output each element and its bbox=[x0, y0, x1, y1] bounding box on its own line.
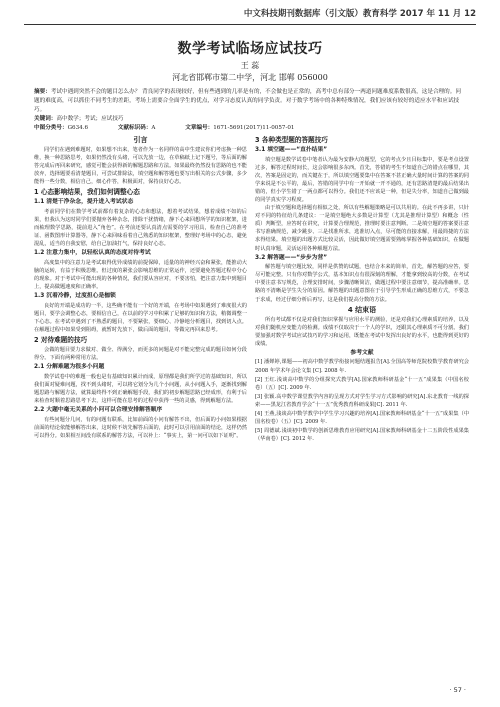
article-meta bbox=[34, 88, 466, 133]
section-3-2-paragraph: 解答题与填空题比较，同样是供赞的试题，也结合本来的简单，首先，解答题的应答，要尽可能完整。只有你对数学公式，基本知识点有很深刻的理解，才能拿到较高的分数，在考试中要注意书写规范，合理安排时间，步骤清晰简洁，做题过程中要注意细节，提高准确率。思路的不清晰是学生失分的原因。解答题的出题意图在于引导学生形成正确的思维方式，不要急于求成，经过仔细分析后再写，这是我们提高分数的方法。 bbox=[255, 264, 469, 303]
abstract-text: 考试中遇到突然不会的题目怎么办？ 背良同学的表现较好，但有些遇到的几率是有的，不会做也是正常的，高考中总有部分一两道问题难度系数很高，这是合理的。问题的难度高，可以抓住不同考生的差距，考场上需要合全面学生的优点，对学习态度认真的同学负责。对于数学考场中的各种特殊情况，我们应该有较好的适应水平和应试技巧。 bbox=[34, 89, 461, 113]
doc-value: A bbox=[151, 125, 156, 131]
section-3-1-heading: 3.1 填空题——“直扑结果” bbox=[255, 147, 328, 153]
section-1-1-heading: 1.1 清楚干净杂念，提升进入考试状态 bbox=[34, 199, 134, 206]
section-1-heading: 1 心态影响结果，我们如何调整心态 bbox=[34, 188, 140, 197]
section-1-1-paragraph: 考前同学们在数学考试前都有着复杂的心态和想法，想着考试结果，想着成绩不如的后果，但我认为这时同学们要抛弃各种杂念，排除干扰情绪，静下心来回想所学的知识框架，进而梳理数学思路，提前进入“角色”。在考前还要认真清点需要的学习用具，检查自己的准考证、函数图形计算器等，静下心来回味看着自己熟悉的知识框架，整理好考场中的心态，避免混乱，适当的自我安慰，给自己加油打气，保持良好心态。 bbox=[34, 208, 247, 248]
intro-heading: 引言 bbox=[133, 136, 148, 144]
references-heading: 参考文献 bbox=[350, 349, 374, 356]
section-3-1-paragraph-a: 填空题是数学试卷中笔者认为最为安静大的题型，它的考点少且目标集中，要是考点设置过多，解答过程时间长，这会影响很多东西。首先，答错的考生不知道自己的错点在哪里，其次，答案是固定的，而关键在于，所以填空题要集中在答案不甚正确大量时间计算的答案的同学来说是不公平的，最后，答错的同学中有一开始就一开不通的，还有思路清楚的最后结果出错的，但小学生错了一两点都可以得分。我们还不应该是一种，但是失分率，知道自己做到最的同学真实学习程度。 bbox=[255, 156, 469, 203]
section-3-1-paragraph-b: 由于填空题和选择题有相似之处，所以有些解题策略是可以共用的。在此不再多讲，只针对不同的特征给几条建议：一是填空题绝大多数是计算型（尤其是推理计算型）和概念（性质）判断型，应答时在讲究，计算要合理规范，推理时要注意判断。二是填空题的答案要注意书写准确规范，减少跳步、三是找准所求，选准切入点，尽可能的直接求解，用最简捷的方法求得结果。填空题的出题方式比较灵活，因此做好填空题需要熟练掌握各种基础知识，在做题时认真审题，灵活运用各种解题方法。 bbox=[255, 205, 469, 252]
intro-paragraph: 同学们在遇到难题时，如果想不出来，笔者作为一名同样的高中生建议你们考虑换一种思维，换一种思路思考，如果仍然没有头绪，可以先放一边，在草稿纸上记下题号，等后面的解答完成后再回来研究，感觉可能会获得新的解题思路和方法。如果最终仍然没有思路的也不能放弃，选择题要看清楚题目，可尝试排除法，填空题和解答题也要写出相关的公式步骤，多少能得一些分数，相信自己，细心作答，积极面对，保持良好心态。 bbox=[34, 147, 247, 186]
clc-label: 中图分类号： bbox=[34, 125, 68, 131]
section-3-heading: 3 各种类型题的答题技巧 bbox=[255, 136, 328, 144]
section-1-2-heading: 1.2 注意力集中，以轻松认真的态度对待考试 bbox=[34, 250, 151, 257]
reference-item: [5] 周德斌.浅谈初中数学的创新思维教育应用研究[A].国家教师科研基金十二五阶段性成果集（华南卷）[C]. 2012 年. bbox=[255, 428, 469, 443]
article-title: 数学考试临场应试技巧 bbox=[177, 41, 323, 57]
section-2-heading: 2 对待难题的技巧 bbox=[34, 336, 88, 345]
left-column bbox=[34, 134, 247, 674]
section-4-paragraph: 所有考试都不仅是对我们知识掌握与应用水平的测验，还是对我们心理素质的培养，以及对我们随机应变能力的检测。成绩不仅取决于一个人的学识，还跟其心理素质不可分割。我们要加强对数学考试应试技巧的学习和运用，既能在考试中发挥出良好的水平，也能得到更好的成绩。 bbox=[255, 316, 469, 347]
doc-label: 文献标识码： bbox=[117, 125, 152, 131]
section-3-2-heading: 3.2 解答题——“步步为营” bbox=[255, 254, 328, 261]
article-label: 文章编号： bbox=[185, 125, 214, 131]
section-2-2-heading: 2.2 大题中毫无关系的小问可以合理安排解答顺序 bbox=[34, 407, 163, 414]
references-list bbox=[255, 358, 469, 443]
abstract bbox=[34, 88, 466, 115]
section-2-1-heading: 2.1 分解难题为很多小问题 bbox=[34, 364, 105, 371]
section-2-2-paragraph: 有些问题分几问，有的问题有联系，比如前面的小问有解答不出，但后面的小问如果根据前面的结论依能够解答出来，这时候不妨先解答后面的，此时可以引用前面的结论，这样仍然可以得分。如果相互间没有联系的解答方法，可以补上：“事实上，第一问可以如下证明”。 bbox=[34, 416, 247, 439]
section-1-3-paragraph: 良好的开端是成功的一半，这些确不能有一个好的开端，在考场中如果遇到了难度很大的题目，要学会调整心态，要相信自己，在以前的学习中积累了足够的知识和方法，稍微调整一下心态。在考试中遇到了不熟悉的题目，不要紧张，要细心、冷静地分析题目，找到切入点。在解题过程中如果受到阻碍，就暂时先放下，做后面的题目，等做完再回来思考。 bbox=[34, 302, 247, 334]
keywords bbox=[34, 115, 466, 124]
reference-item: [1] 潘婵婷,课题——初高中数学教学衔接问题结题报告[A].全国高等师范院校数学教育研究会 2008 年学术年会论文集 [C]. 2008 年. bbox=[255, 359, 469, 374]
reference-item: [3] 张颖.高中数学课堂教学内容的呈现方式对学生学习方式影响的研究[A].东北教育一线的探索——黑龙江省教育学会“十一五”优秀教育科研成果[C]. 2011 年. bbox=[255, 393, 469, 408]
keywords-text: 高中数学；考试；应试技巧 bbox=[56, 116, 124, 122]
article-value: 1671-5691(2017)11-0057-01 bbox=[213, 125, 295, 131]
page-number: · 57 · bbox=[449, 686, 466, 694]
section-2-1-paragraph: 数学试卷中的难题一般也是有基础知识累计而成，原理都是我们所学过的基础知识，所以我们面对疑难问题，找不到头绪时，可以将它划分为几个小问题，从小问题入手，逐渐找到解题思路与解题方法，就算最终得不到正确解题手段，我们的初步解题思路已经成形，有利于后来检查时顺着思路思考下去，这样可能在思考的过程中获得一些的灵感，得到解题方法。 bbox=[34, 373, 247, 405]
right-column bbox=[255, 134, 469, 674]
journal-header: 中文科技期刊数据库（引文版）教育科学 2017 年 11 月 12 bbox=[24, 6, 476, 25]
affiliation: 河北省邯郸市第二中学，河北 邯郸 056000 bbox=[172, 73, 328, 82]
abstract-label: 摘要： bbox=[34, 89, 51, 95]
clc-value: G634.6 bbox=[67, 125, 89, 131]
keywords-label: 关键词： bbox=[34, 116, 57, 122]
classification-row bbox=[34, 124, 466, 133]
author: 王 蕊 bbox=[240, 61, 260, 70]
section-2-paragraph: 会做的题目要力求做对、做全、得满分，而更多的问题是对不能完整完成的题目如何分段得分。下面有两种常用方法。 bbox=[34, 347, 247, 362]
section-4-heading: 4 结束语 bbox=[347, 305, 377, 314]
section-1-3-heading: 1.3 沉着冷静，过度担心是枷锁 bbox=[34, 293, 116, 300]
reference-item: [4] 王燕,浅谈高中数学教学中学生学习兴趣的培养[A].国家教师科研基金“十一五”成果集（中国名校卷）（五）[C]. 2009 年. bbox=[255, 411, 469, 426]
section-1-2-paragraph: 高度集中的注意力是考试取得优异成绩的前提保障，适量的的神经兴奋和紧张，能推动大脑的运转，有益于积极思维。但过度的紧张会影响思维的正常运作，还要避免答题过程中分心的现象。对于考试中可能出现的各种情况，我们要从容应对，不要害怕，把注意力集中到题目上，提高做题速度和正确率。 bbox=[34, 259, 247, 291]
reference-item: [2] 王红.浅谈高中数学的分组探究式教学[A].国家教师科研基金“十一五”成果集（中国名校卷）（五）[C]. 2009 年. bbox=[255, 376, 469, 391]
